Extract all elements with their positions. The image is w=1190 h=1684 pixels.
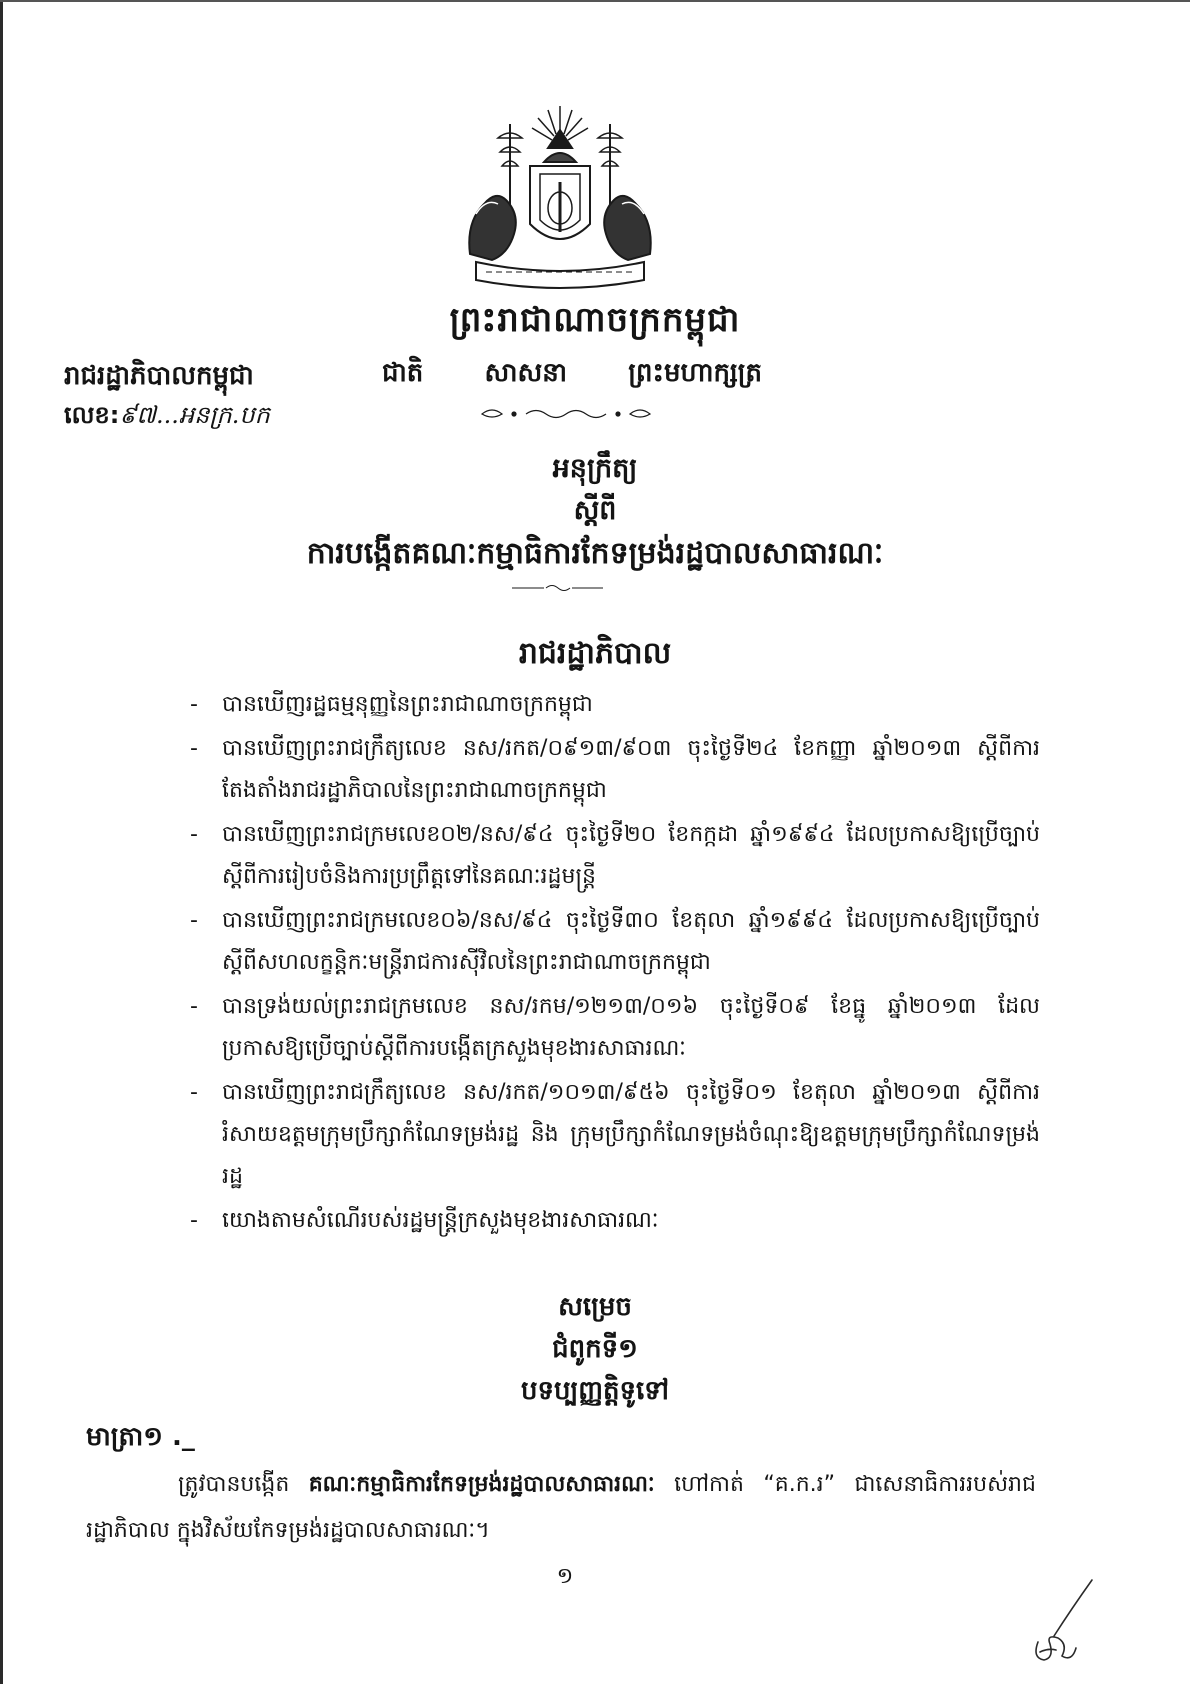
- article-body-end: ហៅកាត់ “គ.ក.រ” ជាសេនាធិការរបស់រាជរដ្ឋាភិបាល ក្នុងវិស័យកែទម្រង់រដ្ឋបាលសាធារណៈ។: [86, 1472, 1036, 1543]
- motto-ornament-divider: [478, 404, 654, 424]
- reference-number: [64, 400, 270, 435]
- considerations-list: [190, 684, 1040, 1244]
- reference-value: ៩៧...អនក្រ.បក: [119, 401, 270, 429]
- royal-coat-of-arms-emblem: [462, 104, 658, 294]
- list-item: - បានឃើញព្រះរាជក្រឹត្យលេខ នស/រកត/១០១៣/៩៥៦ ចុះថ្ងៃទី០១ ខែតុលា ឆ្នាំ២០១៣ ស្តីពីការរំសាយឧត្តមក្រុមប្រឹក្សាកំណែទម្រង់រដ្ឋ និង ក្រុមប្រឹក្សាកំណែទម្រង់ចំណុះឱ្យឧត្តមក្រុមប្រឹក្សាកំណែទម្រង់រដ្ឋ: [190, 1080, 1040, 1189]
- list-item: - បានឃើញព្រះរាជក្រឹត្យលេខ នស/រកត/០៩១៣/៩០៣ ចុះថ្ងៃទី២៤ ខែកញ្ញា ឆ្នាំ២០១៣ ស្តីពីការតែងតាំងរាជរដ្ឋាភិបាលនៃព្រះរាជាណាចក្រកម្ពុជា: [190, 736, 1040, 803]
- list-item: - បានទ្រង់យល់ព្រះរាជក្រមលេខ នស/រកម/១២១៣/០១៦ ចុះថ្ងៃទី០៩ ខែធ្នូ ឆ្នាំ២០១៣ ដែលប្រកាសឱ្យប្រើច្បាប់ស្តីពីការបង្កើតក្រសួងមុខងារសាធារណៈ: [190, 994, 1040, 1061]
- national-motto: [382, 356, 762, 394]
- chapter-heading: ជំពូកទី១: [552, 1334, 638, 1364]
- motto-king: ព្រះមហាក្សត្រ: [628, 358, 762, 388]
- reference-label: លេខ:: [64, 401, 120, 429]
- chapter-title: បទប្បញ្ញត្តិទូទៅ: [520, 1376, 670, 1406]
- article-title: មាត្រា១ ._: [86, 1422, 195, 1452]
- page-number: ១: [556, 1564, 574, 1589]
- motto-religion: សាសនា: [484, 358, 568, 388]
- scan-edge-top: [0, 0, 1190, 2]
- article-body-start: ត្រូវបានបង្កើត: [178, 1472, 309, 1497]
- kingdom-title: ព្រះរាជាណាចក្រកម្ពុជា: [449, 300, 741, 340]
- decision-block: [160, 1290, 1030, 1416]
- list-item: - បានឃើញរដ្ឋធម្មនុញ្ញនៃព្រះរាជាណាចក្រកម្ពុជា: [190, 692, 593, 717]
- issuer-heading: រាជរដ្ឋាភិបាល: [518, 636, 672, 671]
- motto-nation: ជាតិ: [382, 358, 424, 388]
- decides-heading: សម្រេច: [558, 1292, 632, 1322]
- handwritten-initials: [1028, 1578, 1098, 1664]
- committee-name: គណៈកម្មាធិការកែទម្រង់រដ្ឋបាលសាធារណៈ: [308, 1472, 655, 1497]
- list-item: - បានឃើញព្រះរាជក្រមលេខ០២/នស/៩៤ ចុះថ្ងៃទី២០ ខែកក្កដា ឆ្នាំ១៩៩៤ ដែលប្រកាសឱ្យប្រើច្បាប់ស្តីពីការរៀបចំនិងការប្រព្រឹត្តទៅនៃគណៈរដ្ឋមន្ត្រី: [190, 822, 1040, 889]
- decree-type: អនុក្រឹត្យ: [552, 453, 638, 484]
- decree-title-block: [160, 452, 1030, 582]
- scan-edge-left: [0, 0, 3, 1684]
- government-header: រាជរដ្ឋាភិបាលកម្ពុជា: [64, 361, 254, 391]
- decree-subject: ការបង្កើតគណៈកម្មាធិការកែទម្រង់រដ្ឋបាលសាធារណៈ: [306, 536, 884, 571]
- list-item: - បានឃើញព្រះរាជក្រមលេខ០៦/នស/៩៤ ចុះថ្ងៃទី៣០ ខែតុលា ឆ្នាំ១៩៩៤ ដែលប្រកាសឱ្យប្រើច្បាប់ស្តីពីសហលក្ខន្តិកៈមន្ត្រីរាជការស៊ីវិលនៃព្រះរាជាណាចក្រកម្ពុជា: [190, 908, 1040, 975]
- article-body: [86, 1462, 1036, 1554]
- list-item: - យោងតាមសំណើរបស់រដ្ឋមន្ត្រីក្រសួងមុខងារសាធារណៈ: [190, 1208, 659, 1233]
- title-divider: [510, 582, 605, 594]
- decree-about: ស្តីពី: [573, 495, 617, 526]
